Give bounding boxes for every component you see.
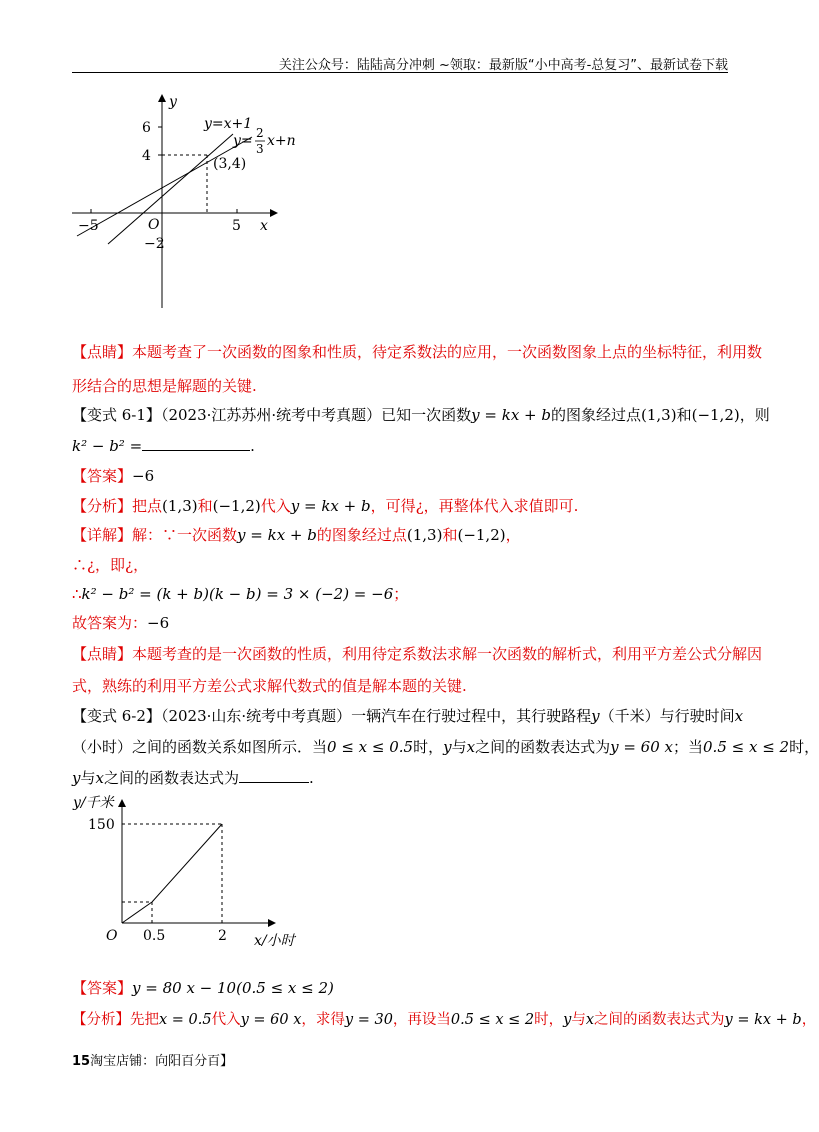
bianshi-6-2-line1: 【变式 6-2】（2023·山东·统考中考真题）一辆汽车在行驶过程中，其行驶路程y（千米）与行驶时间x: [72, 707, 744, 725]
dianjing-1-line1: 【点睛】本题考查了一次函数的图象和性质，待定系数法的应用，一次函数图象上点的坐标特征，利用数: [72, 343, 763, 361]
dianjing-1-line2: 形结合的思想是解题的关键.: [72, 377, 257, 395]
page-header: 关注公众号：陆陆高分冲刺 ~领取：最新版“小中高考-总复习”、最新试卷下载: [278, 58, 728, 73]
xiangjie-6-1-line4: 故答案为：−6: [72, 614, 170, 632]
segment-0.5-to-2: [152, 824, 222, 902]
bianshi-6-1-line1: 【变式 6-1】（2023·江苏苏州·统考中考真题）已知一次函数y = kx + b的图象经过点(1,3)和(−1,2)，则: [72, 406, 770, 424]
answer-blank-1: [142, 436, 250, 451]
bianshi-6-2-line2: （小时）之间的函数关系如图所示．当0 ≤ x ≤ 0.5时，y与x之间的函数表达式为y = 60 x；当0.5 ≤ x ≤ 2时，: [72, 738, 819, 756]
header-rule: [72, 72, 728, 73]
xiangjie-6-1-line2: ∴¿，即¿，: [72, 556, 149, 574]
line1-label: y=x+1: [204, 116, 253, 132]
shop-info: 淘宝店铺：向阳百分百】: [90, 1054, 234, 1069]
tick-label-5: 5: [232, 218, 241, 234]
line2-label-a: y=: [233, 133, 253, 149]
line-y-eq-two-thirds-x-plus-n: [77, 137, 252, 236]
tick-label-2: 2: [218, 928, 227, 944]
distance-time-graph: [70, 795, 310, 955]
page-footer: [72, 1050, 233, 1069]
answer-6-2: 【答案】y = 80 x − 10(0.5 ≤ x ≤ 2): [72, 979, 334, 997]
origin-label: O: [106, 928, 118, 944]
y-axis-arrow: [118, 799, 126, 807]
line2-label-b: x+n: [267, 133, 296, 149]
answer-6-1: 【答案】−6: [72, 467, 155, 485]
line-y-eq-x-plus-1: [108, 134, 233, 244]
intersection-point-label: (3,4): [213, 156, 247, 172]
origin-label: O: [148, 217, 160, 233]
page-number: 15: [72, 1054, 91, 1069]
xiangjie-6-1-line3: ∴k² − b² = (k + b)(k − b) = 3 × (−2) = −6；: [72, 585, 409, 603]
x-axis-arrow: [270, 209, 278, 217]
x-axis-label: x: [260, 218, 268, 234]
tick-label-4: 4: [142, 148, 151, 164]
segment-0-to-0.5: [122, 902, 152, 923]
y-axis-label: y/千米: [73, 795, 114, 811]
line2-fraction-numerator: 2: [256, 126, 264, 140]
tick-label-neg2: −2: [144, 236, 165, 252]
xiangjie-6-1-line1: 【详解】解：∵一次函数y = kx + b的图象经过点(1,3)和(−1,2)，: [72, 526, 521, 544]
fenxi-6-1: 【分析】把点(1,3)和(−1,2)代入y = kx + b，可得¿，再整体代入求值即可.: [72, 497, 579, 515]
answer-blank-2: [239, 768, 309, 783]
fenxi-6-2: 【分析】先把x = 0.5代入y = 60 x，求得y = 30，再设当0.5 ≤ x ≤ 2时，y与x之间的函数表达式为y = kx + b，: [72, 1012, 817, 1028]
line2-fraction-denominator: 3: [256, 142, 264, 156]
tick-label-150: 150: [88, 817, 115, 833]
bianshi-6-2-line3: y与x之间的函数表达式为 .: [72, 769, 314, 787]
tick-label-0.5: 0.5: [143, 928, 166, 944]
tick-label-6: 6: [142, 120, 151, 136]
dianjing-2-line1: 【点睛】本题考查的是一次函数的性质，利用待定系数法求解一次函数的解析式，利用平方差公式分解因: [72, 645, 763, 663]
tick-label-neg5: −5: [78, 218, 99, 234]
bianshi-6-1-line2: k² − b² = .: [72, 437, 255, 455]
y-axis-label: y: [169, 94, 177, 110]
linear-functions-graph: [70, 90, 320, 315]
x-axis-label: x/小时: [254, 933, 295, 949]
dianjing-2-line2: 式，熟练的利用平方差公式求解代数式的值是解本题的关键.: [72, 677, 467, 695]
x-axis-arrow: [268, 919, 276, 927]
y-axis-arrow: [158, 94, 166, 102]
